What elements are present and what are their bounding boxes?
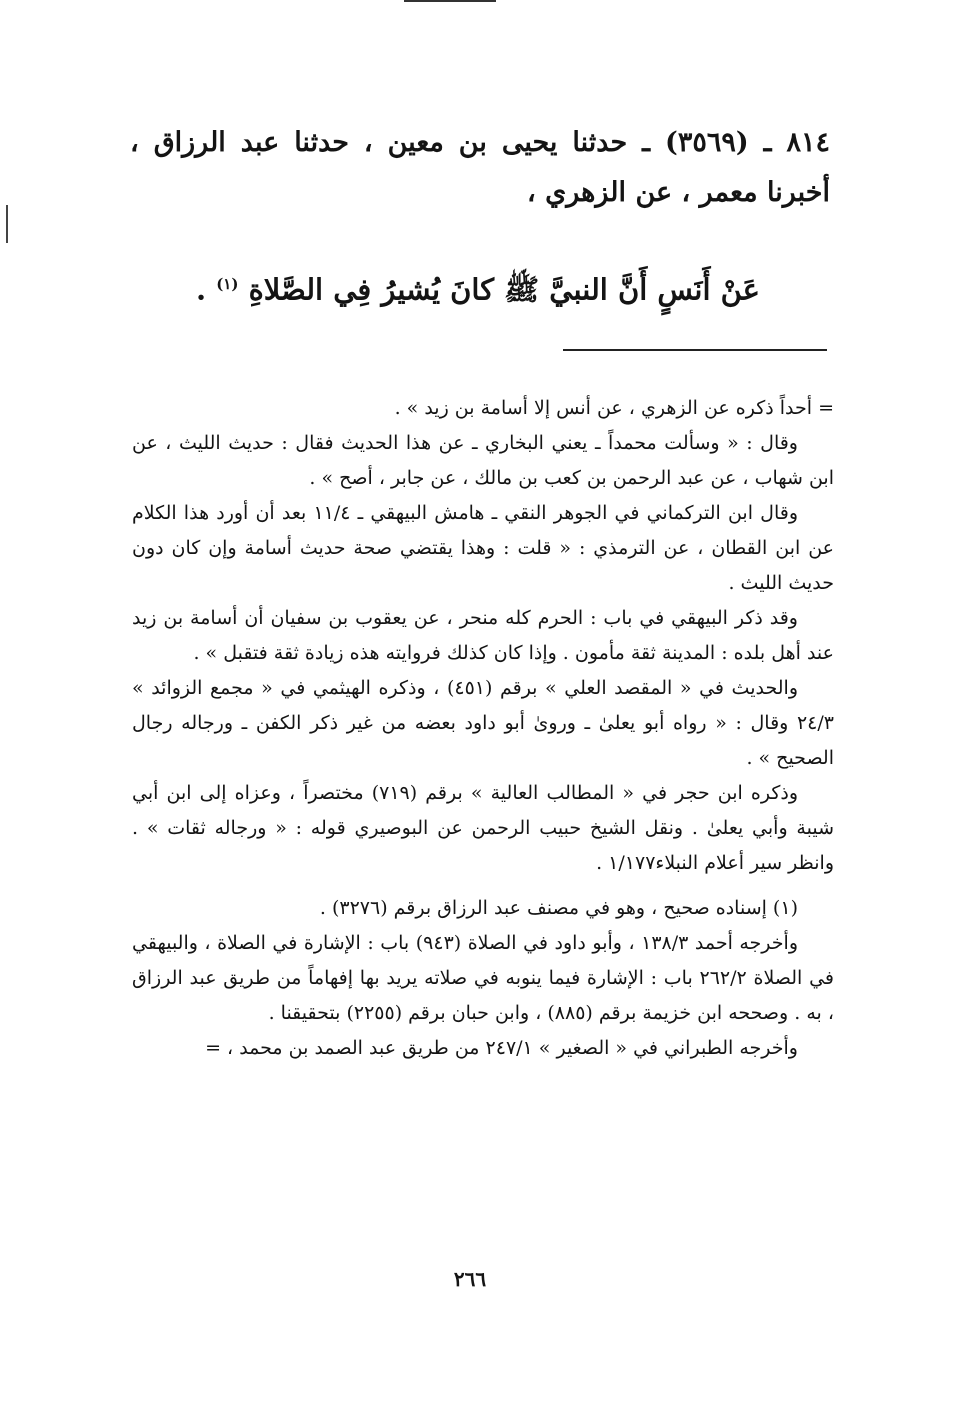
- footnote-1-paragraph: (١) إسناده صحيح ، وهو في مصنف عبد الرزاق برقم (٣٢٧٦) .: [319, 897, 798, 919]
- footnote-paragraph: وذكره ابن حجر في « المطالب العالية » برقم (٧١٩) مختصراً ، وعزاه إلى ابن أبي شيبة وأبي يعلىٰ . ونقل الشيخ حبيب الرحمن عن البوصيري قوله : « ورجاله ثقات » . وانظر سير أعلام النبلاء١/١٧٧ .: [132, 782, 834, 874]
- isnad-paragraph: ٨١٤ ـ (٣٥٦٩) ـ حدثنا يحيى بن معين ، حدثنا عبد الرزاق ، أخبرنا معمر ، عن الزهري ،: [130, 127, 830, 208]
- hadith-matn: [130, 262, 760, 312]
- footnote-1-paragraph: وأخرجه أحمد ١٣٨/٣ ، وأبو داود في الصلاة (٩٤٣) باب : الإشارة في الصلاة ، والبيهقي في الصلاة ٢٦٢/٢ باب : الإشارة فيما ينوبه في صلاته يريد بها إفهاماً من طريق عبد الرزاق ، به . وصححه ابن خزيمة برقم (٨٨٥) ، وابن حبان برقم (٢٢٥٥) بتحقيقنا .: [132, 932, 834, 1024]
- top-rule: [404, 0, 496, 2]
- footnote-paragraph: والحديث في « المقصد العلي » برقم (٤٥١) ، وذكره الهيثمي في « مجمع الزوائد » ٢٤/٣ وقال : « رواه أبو يعلىٰ ـ وروىٰ أبو داود بعضه من غير ذكر الكفن ـ ورجاله رجال الصحيح » .: [132, 677, 834, 769]
- footnote-paragraph: وقال : « وسألت محمداً ـ يعني البخاري ـ عن هذا الحديث فقال : حديث الليث ، عن ابن شهاب ، عن عبد الرحمن بن كعب بن مالك ، عن جابر ، أصح » .: [132, 432, 834, 489]
- hadith-end: .: [195, 272, 207, 307]
- footnote-paragraph: وقال ابن التركماني في الجوهر النقي ـ هامش البيهقي ـ ١١/٤ بعد أن أورد هذا الكلام عن ابن القطان ، عن الترمذي : « قلت : وهذا يقتضي صحة حديث أسامة وإن كان دون حديث الليث .: [132, 502, 834, 594]
- margin-mark: [6, 205, 8, 243]
- hadith-isnad: [130, 118, 830, 218]
- footnotes: [132, 391, 834, 1066]
- page-number: ٢٦٦: [453, 1267, 487, 1291]
- footnote-1-paragraph: وأخرجه الطبراني في « الصغير » ٢٤٧/١ من طريق عبد الصمد بن محمد ، =: [205, 1037, 798, 1059]
- footnote-separator: [563, 349, 827, 351]
- hadith-text: عَنْ أَنَسٍ أَنَّ النبيَّ ﷺ كانَ يُشيرُ فِي الصَّلاةِ: [248, 272, 760, 307]
- footnote-reference: (١): [216, 275, 239, 293]
- footnote-paragraph: وقد ذكر البيهقي في باب : الحرم كله منحر ، عن يعقوب بن سفيان أن أسامة بن زيد عند أهل بلده : المدينة ثقة مأمون . وإذا كان كذلك فروايته هذه زيادة ثقة فتقبل » .: [132, 607, 834, 664]
- footnote-paragraph: = أحداً ذكره عن الزهري ، عن أنس إلا أسامة بن زيد » .: [394, 397, 834, 419]
